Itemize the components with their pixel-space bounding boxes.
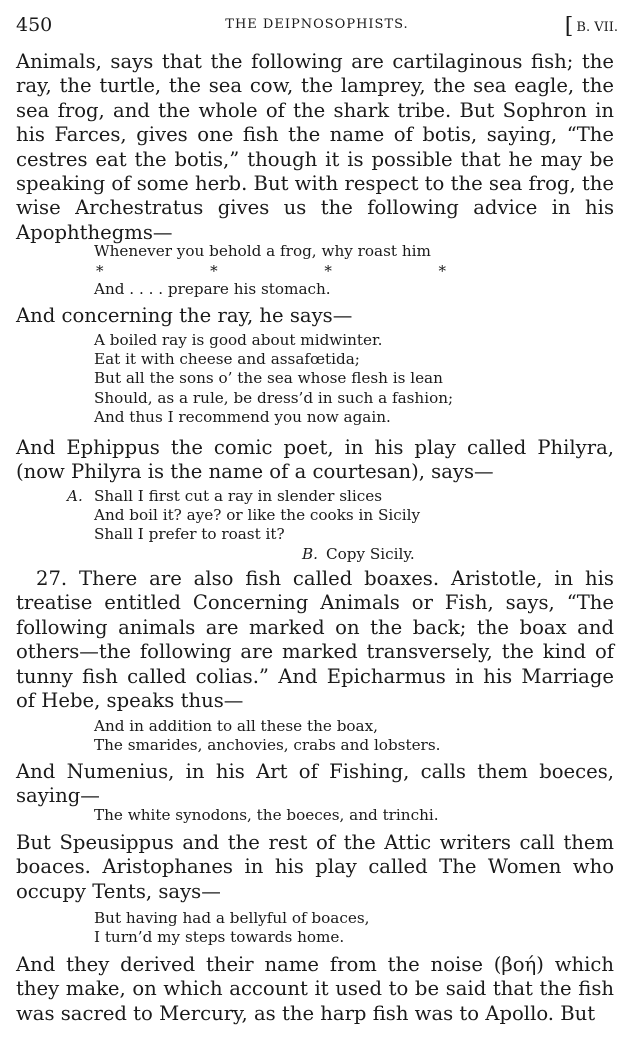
ellipsis-stars	[96, 262, 446, 280]
running-title: THE DEIPNOSOPHISTS.	[225, 17, 409, 32]
star-mark: *	[324, 262, 332, 280]
paragraph-boaxes: 27. There are also fish called boaxes. Aristotle, in his treatise entitled Concerning Animals or Fish, says, “The following animals are marked on the back; the boax and others—the following are marked transversely, the kind of tunny fish called colias.” And Epicharmus in his Marriage of Hebe, speaks thus—	[16, 567, 614, 713]
verse-line: I turn’d my steps towards home.	[94, 928, 345, 947]
speaker-a: A.	[67, 487, 83, 505]
speaker-b: B.	[302, 544, 318, 563]
verse-line: And boil it? aye? or like the cooks in Sicily	[94, 506, 421, 525]
paragraph-etymology: And they derived their name from the noise (βοή) which they make, on which account it used to be said that the fish was sacred to Mercury, as the harp fish was to Apollo. But	[16, 953, 614, 1025]
star-mark: *	[96, 262, 104, 280]
verse-line: Copy Sicily.	[326, 544, 415, 563]
verse-line: But having had a bellyful of boaces,	[94, 909, 370, 927]
verse-frog-end	[94, 280, 604, 299]
verse-line: Whenever you behold a frog, why roast him	[94, 242, 431, 260]
star-mark: *	[210, 262, 218, 280]
verse-line: And thus I recommend you now again.	[94, 407, 391, 426]
verse-line: Eat it with cheese and assafœtida;	[94, 350, 360, 369]
verse-line: Shall I prefer to roast it?	[94, 525, 285, 544]
verse-aristophanes	[94, 909, 604, 947]
book-marker: [ B. VII.	[565, 10, 618, 43]
verse-epicharmus	[94, 717, 604, 755]
paragraph-ray-intro: And concerning the ray, he says—	[16, 304, 353, 327]
verse-ray	[94, 331, 604, 427]
verse-frog	[94, 242, 604, 261]
paragraph-numenius: And Numenius, in his Art of Fishing, calls them boeces, saying—	[16, 760, 614, 808]
paragraph-ephippus: And Ephippus the comic poet, in his play called Philyra, (now Philyra is the name of a courtesan), says—	[16, 436, 614, 484]
verse-line: The white synodons, the boeces, and trinchi.	[94, 806, 439, 824]
verse-line: Should, as a rule, be dress’d in such a fashion;	[94, 388, 454, 407]
verse-line: And in addition to all these the boax,	[94, 717, 379, 735]
running-header	[16, 10, 618, 40]
paragraph-speusippus: But Speusippus and the rest of the Attic writers call them boaces. Aristophanes in his play called The Women who occupy Tents, says—	[16, 831, 614, 903]
verse-numenius	[94, 806, 604, 825]
verse-line: The smarides, anchovies, crabs and lobsters.	[94, 736, 441, 755]
verse-line: A boiled ray is good about midwinter.	[94, 331, 383, 349]
paragraph-cartilaginous-fish: Animals, says that the following are cartilaginous fish; the ray, the turtle, the sea cow, the lamprey, the sea eagle, the sea frog, and the whole of the shark tribe. But Sophron in his Farces, gives one fish the name of botis, saying, “The cestres eat the botis,” though it is possible that he may be speaking of some herb. But with respect to the sea frog, the wise Archestratus gives us the following advice in his Apophthegms—	[16, 50, 614, 244]
star-mark: *	[438, 262, 446, 280]
verse-line: Shall I first cut a ray in slender slices	[94, 487, 383, 505]
verse-dialogue	[67, 487, 577, 564]
page-number: 450	[16, 14, 53, 36]
verse-line: And . . . . prepare his stomach.	[94, 280, 331, 298]
verse-line: But all the sons o’ the sea whose flesh is lean	[94, 369, 443, 388]
